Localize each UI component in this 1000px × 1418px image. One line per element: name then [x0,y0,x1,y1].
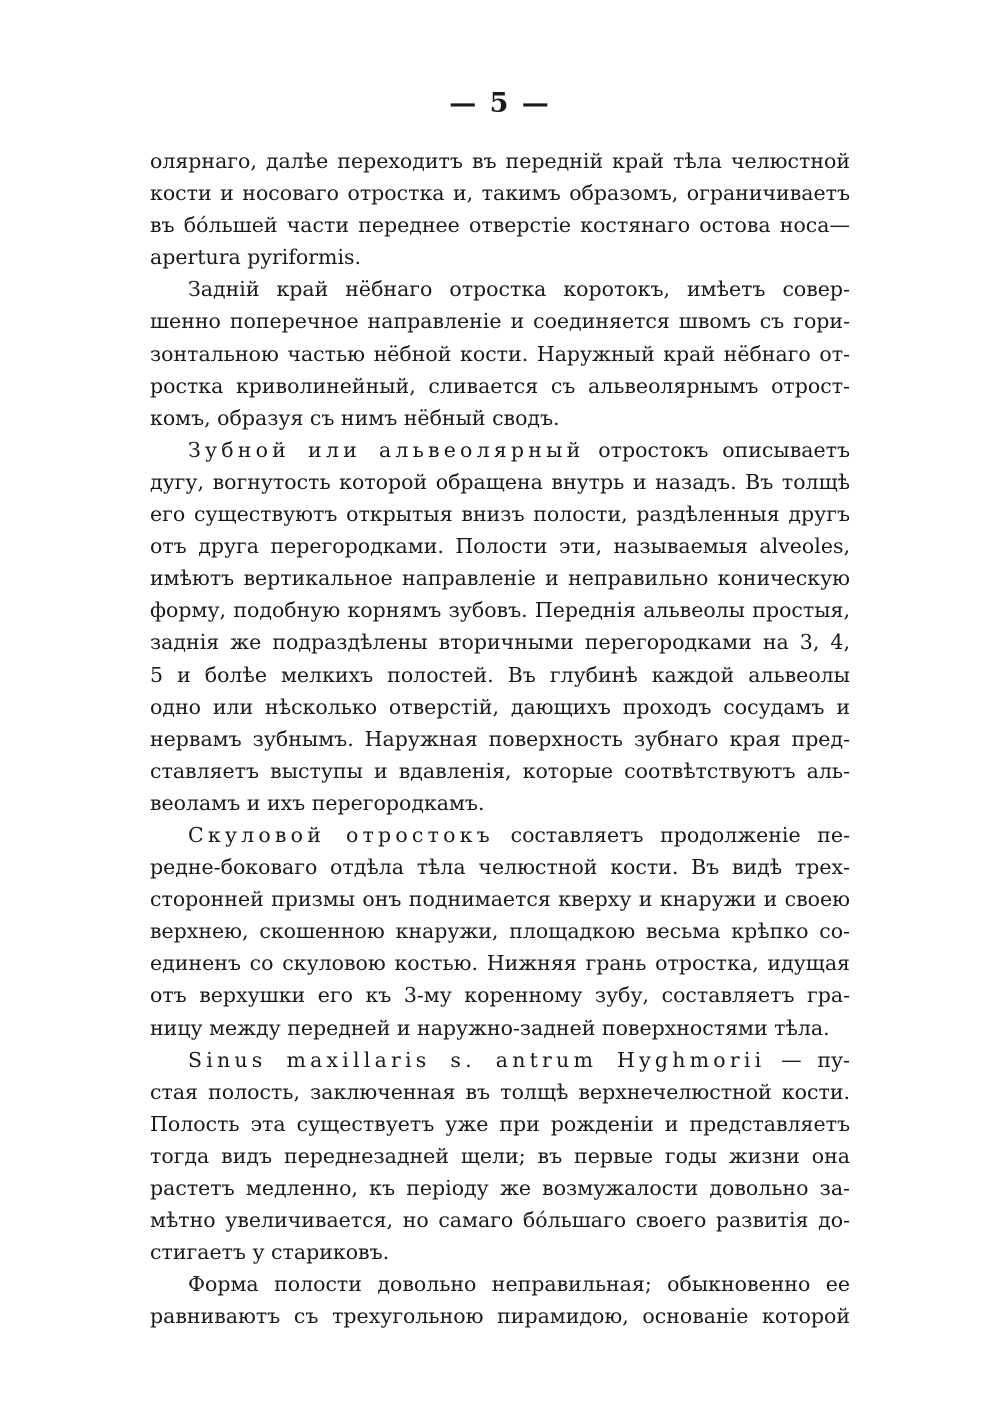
text-line: единенъ со скуловою костью. Нижняя грань отростка, идущая [150,951,850,976]
text-line: отъ друга перегородками. Полости эти, называемыя alveoles, [150,534,850,559]
text-line: шенно поперечное направленіе и соединяется швомъ съ гори- [150,309,850,334]
text-line: кости и носоваго отростка и, такимъ образомъ, ограничиваетъ [150,181,850,206]
spaced-term: Sinus maxillaris s. antrum Hyghmorii [188,1047,766,1072]
text-line: въ бо́льшей части переднее отверстіе костянаго остова носа— [150,213,850,238]
text-line: стая полость, заключенная въ толщѣ верхнечелюстной кости. [150,1079,850,1104]
text-line: ставляетъ выступы и вдавленія, которые соотвѣтствуютъ аль- [150,758,850,783]
paragraph-5 [150,1044,850,1269]
text-line: растетъ медленно, къ періоду же возмужалости довольно за- [150,1176,850,1200]
text-line: нервамъ зубнымъ. Наружная поверхность зубнаго края пред- [150,726,850,751]
text-line: ростка криволинейный, сливается съ альвеолярнымъ отрост- [150,373,850,398]
text-line: мѣтно увеличивается, но самаго бо́льшаго своего развитія до- [150,1208,850,1233]
text-line: редне-боковаго отдѣла тѣла челюстной кости. Въ видѣ трех- [150,855,850,880]
text-line: ницу между передней и наружно-задней поверхностями тѣла. [150,1015,830,1040]
text-line: сторонней призмы онъ поднимается кверху и кнаружи и своею [150,887,850,912]
text-line: 5 и болѣе мелкихъ полостей. Въ глубинѣ каждой альвеолы [150,662,850,687]
text-line: комъ, образуя съ нимъ нёбный сводъ. [150,405,560,430]
text-line: Задній край нёбнаго отростка коротокъ, имѣетъ совер- [188,277,850,302]
text-line: равниваютъ съ трехугольною пирамидою, основаніе которой [150,1304,850,1329]
text-line [150,819,850,851]
text-line: форму, подобную корнямъ зубовъ. Переднія альвеолы простыя, [150,598,850,623]
text-fragment: отростокъ описываетъ [598,437,850,462]
paragraph-4 [150,819,850,1044]
text-line: Форма полости довольно неправильная; обыкновенно ее [188,1272,850,1297]
text-line: apertura pyriformis. [150,245,362,270]
text-line: заднія же подраздѣлены вторичными перегородками на 3, 4, [150,630,850,655]
text-line: верхнею, скошенною кнаружи, площадкою весьма крѣпко со- [150,919,850,944]
text-fragment: составляетъ продолженіе пе- [510,822,850,847]
text-line: олярнаго, далѣе переходитъ въ передній край тѣла челюстной [150,149,850,173]
paragraph-2 [150,273,850,433]
text-line: зонтальною частью нёбной кости. Наружный край нёбнаго от- [150,341,850,366]
text-line: стигаетъ у стариковъ. [150,1240,390,1265]
text-line [150,1044,850,1076]
paragraph-3 [150,434,850,819]
text-fragment: — пу- [781,1047,850,1072]
text-line: веоламъ и ихъ перегородкамъ. [150,790,485,815]
text-line [150,434,850,466]
text-line: тогда видъ переднезадней щели; въ первые годы жизни она [150,1143,850,1168]
text-line: отъ верхушки его къ 3-му коренному зубу, составляетъ гра- [150,983,850,1008]
page-number: — 5 — [449,88,551,119]
text-line: Полость эта существуетъ уже при рожденіи и представляетъ [150,1111,850,1136]
text-line: одно или нѣсколько отверстій, дающихъ проходъ сосудамъ и [150,694,850,719]
paragraph-1 [150,145,850,273]
text-line: его существуютъ открытыя внизъ полости, раздѣленныя другъ [150,502,850,527]
body-text [150,145,850,1332]
spaced-term: Скуловой отростокъ [188,822,494,847]
paragraph-6 [150,1268,850,1332]
text-line: дугу, вогнутость которой обращена внутрь и назадъ. Въ толщѣ [150,469,850,494]
text-line: имѣютъ вертикальное направленіе и неправильно коническую [150,566,850,591]
spaced-term: Зубной или альвеолярный [188,437,585,462]
